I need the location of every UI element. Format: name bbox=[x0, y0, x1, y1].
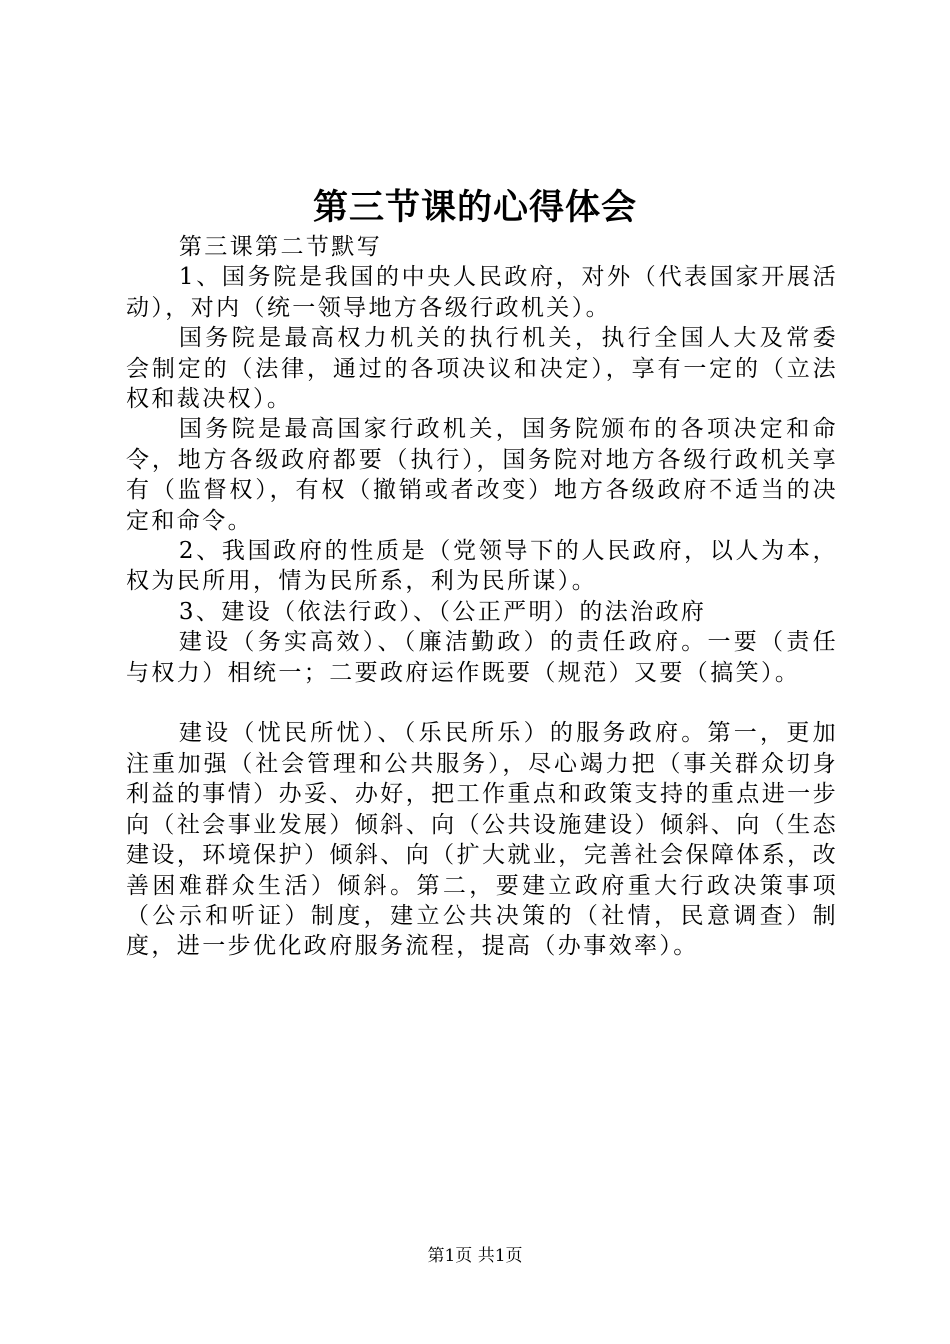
paragraph-state-council-administrative: 国务院是最高国家行政机关，国务院颁布的各项决定和命令，地方各级政府都要（执行），国务院对地方各级行政机关享有（监督权），有权（撤销或者改变）地方各级政府不适当的决定和命令。 bbox=[126, 416, 838, 534]
paragraph-responsible-government: 建设（务实高效）、（廉洁勤政）的责任政府。一要（责任与权力）相统一；二要政府运作既要（规范）又要（搞笑）。 bbox=[126, 629, 838, 686]
paragraph-service-government: 建设（忧民所忧）、（乐民所乐）的服务政府。第一，更加注重加强（社会管理和公共服务），尽心竭力把（事关群众切身利益的事情）办妥、办好，把工作重点和政策支持的重点进一步向（社会事业发展）倾斜、向（公共设施建设）倾斜、向（生态建设，环境保护）倾斜、向（扩大就业，完善社会保障体系，改善困难群众生活）倾斜。第二，要建立政府重大行政决策事项（公示和听证）制度，建立公共决策的（社情，民意调查）制度，进一步优化政府服务流程，提高（办事效率）。 bbox=[126, 720, 838, 960]
document-title: 第三节课的心得体会 bbox=[312, 187, 637, 228]
paragraph-item-2: 2、我国政府的性质是（党领导下的人民政府，以人为本，权为民所用，情为民所系，利为民所谋）。 bbox=[126, 538, 838, 595]
paragraph-heading: 第三课第二节默写 bbox=[178, 234, 383, 260]
paragraph-state-council-executive: 国务院是最高权力机关的执行机关，执行全国人大及常委会制定的（法律，通过的各项决议和决定），享有一定的（立法权和裁决权）。 bbox=[126, 325, 838, 413]
paragraph-item-3: 3、建设（依法行政）、（公正严明）的法治政府 bbox=[178, 598, 707, 625]
document-body bbox=[126, 232, 838, 962]
paragraph-item-1: 1、国务院是我国的中央人民政府，对外（代表国家开展活动），对内（统一领导地方各级行政机关）。 bbox=[126, 264, 838, 321]
page-footer: 第1页 共1页 bbox=[427, 1246, 523, 1266]
